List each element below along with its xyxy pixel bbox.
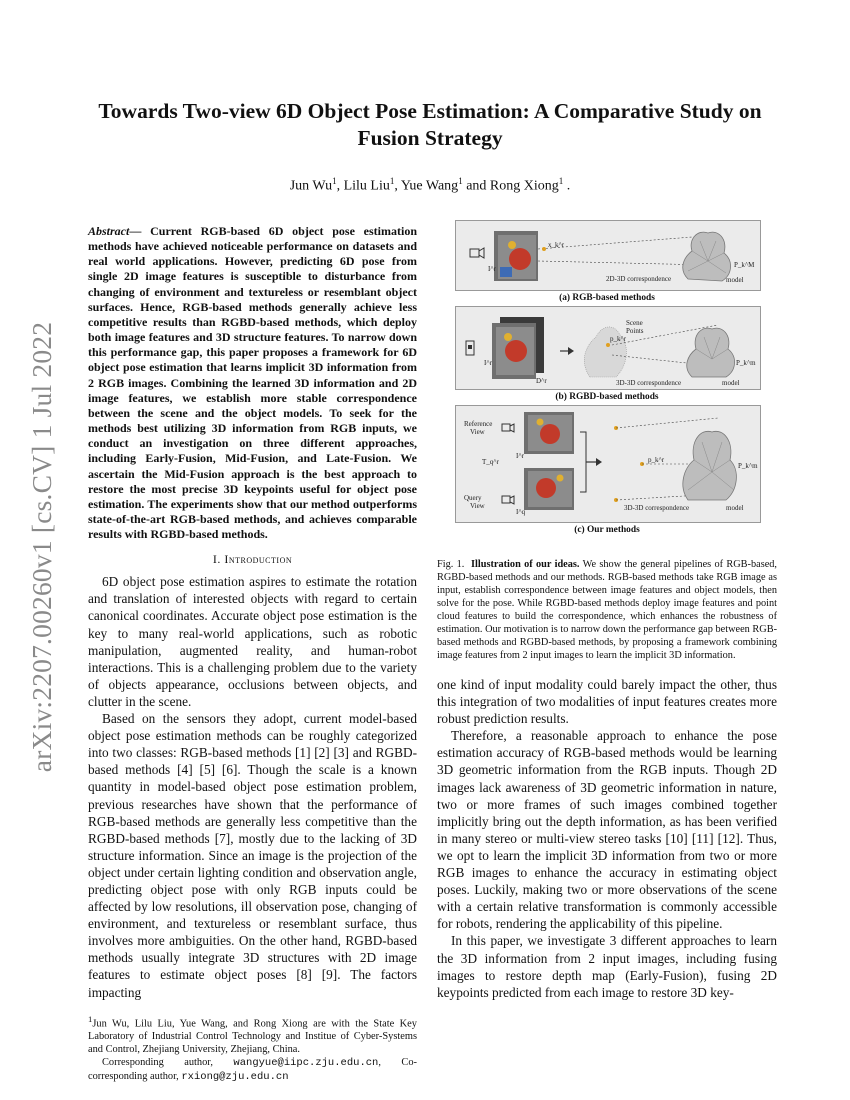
panel-b-diagram — [456, 307, 760, 389]
query-camera-icon — [502, 496, 514, 504]
footnote-affiliation-text: Jun Wu, Lilu Liu, Yue Wang, and Rong Xiong are with the State Key Laboratory of Industrial Control Technology and Institue of Cyber-Systems and Control, Zhejiang University, Zhejiang, China. — [88, 1018, 417, 1056]
pose-label: P_k^m — [738, 462, 758, 470]
feature-label: x_k^r — [548, 241, 565, 249]
panel-a-caption: (a) RGB-based methods — [559, 293, 655, 303]
figure-caption-text: We show the general pipelines of RGB-based, RGBD-based methods and our methods. RGB-based methods take RGB image as input, establish correspondence between image features and object models, then solve for the pose. While RGBD-based methods deploy image features and point cloud features to build the correspondence, which enhances the robustness of estimation. Our motivation is to narrow down the performance gap between RGB-based methods and RGBD-based methods, by proposing a framework combining image features from 2 input images to learn the implicit 3D information. — [437, 559, 777, 661]
correspondence-label: 3D-3D correspondence — [616, 379, 682, 387]
author-name: Jun Wu — [289, 178, 333, 194]
footnote-cocorr-prefix: , Co-corresponding author, — [88, 1057, 418, 1083]
model-label: model — [722, 379, 740, 387]
depth-label: D^r — [536, 377, 547, 385]
scene-label: Scene — [626, 319, 643, 327]
footnote-affiliation — [88, 1013, 417, 1056]
reference-view-label: Reference — [464, 420, 493, 428]
figure-panel-c — [455, 405, 761, 523]
reference-image-label: I^r — [516, 452, 524, 460]
query-view-label: Query — [464, 494, 482, 502]
transform-label: T_q^r — [482, 458, 499, 466]
pose-label: P_k^M — [734, 261, 755, 269]
body-paragraph: one kind of input modality could barely impact the other, thus this integration of two modalities of input features creates more robust prediction results. — [437, 677, 777, 727]
author-name: Yue Wang — [400, 178, 459, 194]
arrow-icon — [596, 458, 602, 466]
feature-label: p_k^r — [648, 456, 665, 464]
depth-camera-icon — [466, 341, 474, 355]
arrow-icon — [568, 347, 574, 355]
abstract-label: Abstract — [88, 224, 130, 238]
correspondence-label: 3D-3D correspondence — [624, 504, 690, 512]
figure-caption — [437, 558, 777, 662]
keypoint-marker — [606, 343, 610, 347]
figure-caption-label: Fig. 1. — [437, 559, 465, 570]
abstract-text: — Current RGB-based 6D object pose estimation methods have achieved noticeable performance on datasets and real world applications. However, predicting 6D pose from single 2D image features is susceptible to disturbance from changing of environment and textureless or resemblant object surfaces. Hence, RGB-based methods generally achieve less competitive results than RGBD-based methods, which deploy both image features and 3D structure features. To narrow down this performance gap, this paper proposes a framework for 6D object pose estimation that learns implicit 3D information from 2 RGB images. Combining the learned 3D information and 2D image features, we establish more stable correspondence between the scene and the object models. To seek for the methods best utilizing 3D information from RGB inputs, we conduct an investigation on three different approaches, including Early-Fusion, Mid-Fusion, and Late-Fusion. We ascertain the Mid-Fusion approach is the best approach to restore the most precise 3D keypoints useful for object pose estimation. The experiments show that our method outperforms state-of-the-art RGB-based methods, and achieves comparable results with RGBD-based methods. — [88, 224, 417, 542]
depth-image-stack — [492, 317, 544, 379]
arxiv-stamp — [22, 312, 62, 782]
body-paragraph: Based on the sensors they adopt, current model-based object pose estimation methods can be roughly categorized into two classes: RGB-based methods [1] [2] [3] and RGBD-based methods [4] [5] [6]. Though the scale is a known quantity in model-based object pose estimation problem, previous researches have shown that the performance of RGB-based methods are generally less competitive than the RGBD-based methods [7], mostly due to the lacking of 3D structure information. Since an image is the projection of the object under certain lighting condition and observation angle, predicting object pose with only RGB inputs could be affected by low resolutions, ill observation pose, changing of environment, and textureless or resemblant surface, thus involves more ambiguities. On the other hand, RGBD-based methods usually integrate 3D structures with 2D image features to estimate object poses [8] [9]. The factors impacting — [88, 711, 417, 1000]
panel-b-caption: (b) RGBD-based methods — [555, 392, 659, 402]
author-affil: 1 — [332, 176, 337, 186]
figure-panel-a — [455, 220, 761, 291]
author-affil: 1 — [558, 176, 564, 186]
model-label: model — [726, 276, 744, 284]
author-name: Rong Xiong — [489, 178, 559, 194]
object-model-mesh — [683, 232, 731, 281]
author-sep: , — [336, 178, 344, 194]
section-heading: I. Introduction — [212, 552, 293, 567]
points-label: Points — [626, 327, 644, 335]
fusion-bracket — [580, 432, 586, 492]
model-label: model — [726, 504, 744, 512]
footnote-mark: 1 — [88, 1013, 93, 1024]
author-affil: 1 — [458, 176, 463, 186]
author-sep: and — [462, 178, 490, 194]
author-sep: , — [394, 178, 401, 194]
image-label: I^r — [484, 359, 492, 367]
reference-camera-icon — [502, 424, 514, 432]
rgb-image-thumbnail — [494, 231, 538, 281]
figure-panel-b — [455, 306, 761, 390]
panel-c-diagram — [456, 406, 760, 522]
right-body-text — [437, 676, 777, 1001]
pose-label: P_k^m — [736, 359, 756, 367]
image-label: I^r — [488, 265, 496, 273]
footnote-corr-prefix: Corresponding author, — [102, 1057, 234, 1069]
query-view-label-2: View — [470, 502, 485, 510]
reference-image-thumbnail — [524, 412, 574, 454]
abstract — [88, 224, 417, 542]
author-name: Lilu Liu — [343, 178, 390, 194]
panel-c-caption: (c) Our methods — [574, 525, 640, 535]
footnote-corresponding — [88, 1056, 417, 1084]
author-sep: . — [563, 178, 571, 194]
cocorresponding-email-link[interactable]: rxiong@zju.edu.cn — [181, 1071, 289, 1084]
body-paragraph: 6D object pose estimation aspires to estimate the rotation and translation of interested objects with regard to certain canonical coordinates. Accurate object pose estimation is the key to many real-world applications, such as robotic manipulation, augmented reality, and human-robot interactions. This is a challenging problem due to the variety of objects appearance, occlusions between objects, and clutter in the scene. — [88, 574, 417, 709]
object-model-mesh — [683, 431, 737, 500]
body-paragraph: In this paper, we investigate 3 different approaches to learn the 3D information from 2 input images, including fusing images to restore depth map (Early-Fusion), fusing 2D keypoints predicted from each image to restore 3D key- — [437, 933, 777, 1000]
panel-a-diagram — [456, 221, 760, 290]
query-image-thumbnail — [524, 468, 574, 510]
right-column — [437, 220, 777, 1001]
author-list — [150, 176, 710, 195]
left-column — [88, 224, 417, 1084]
object-model-mesh — [687, 328, 735, 377]
correspondence-label: 2D-3D correspondence — [606, 275, 672, 283]
feature-label: p_k^r — [610, 335, 627, 343]
figure-1 — [437, 220, 777, 540]
query-image-label: I^q — [516, 508, 526, 516]
author-affil: 1 — [389, 176, 395, 186]
figure-caption-title: Illustration of our ideas. — [471, 559, 580, 570]
reference-view-label-2: View — [470, 428, 485, 436]
arxiv-stamp-text: arXiv:2207.00260v1 [cs.CV] 1 Jul 2022 — [26, 321, 57, 773]
body-paragraph: Therefore, a reasonable approach to enhance the pose estimation accuracy of RGB-based methods would be learning 3D geometric information from the RGB inputs. Though 2D images lack awareness of 3D geometric information in nature, two or more frames of such images combined together implicitly bring out the depth information, as has been verified in many stereo or multi-view stereo tasks [10] [11] [12]. Thus, we opt to learn the implicit 3D information from two or more RGB images to enhance the accuracy in estimating object poses. Luckily, making two or more observations of the scene with a certain relative transformation is commonly accessible for robots, rendering the applicability of this pipeline. — [437, 728, 777, 932]
paper-title: Towards Two-view 6D Object Pose Estimation: A Comparative Study on Fusion Strategy — [98, 99, 762, 150]
corresponding-email-link[interactable]: wangyue@iipc.zju.edu.cn — [233, 1057, 379, 1070]
keypoint-marker — [542, 247, 546, 251]
camera-icon — [470, 248, 484, 258]
